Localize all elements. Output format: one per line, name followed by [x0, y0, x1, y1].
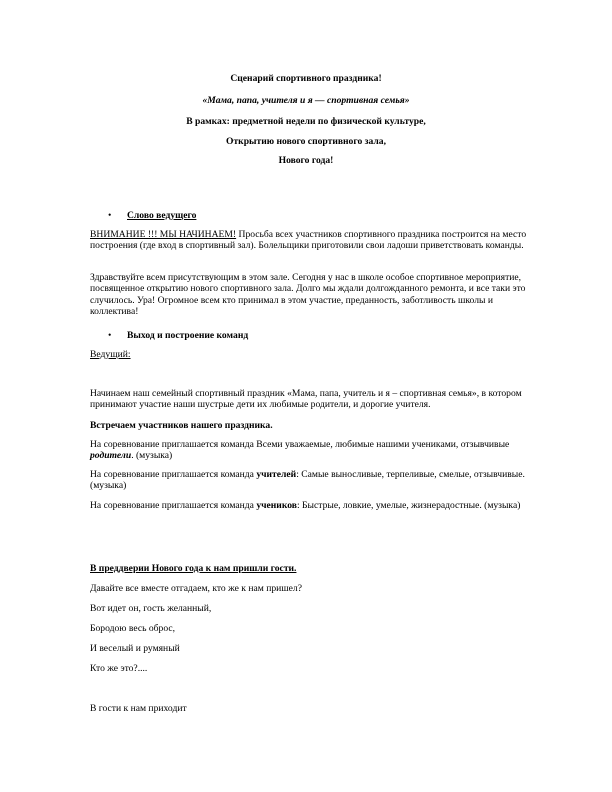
riddle-line-6: В гости к нам приходит — [90, 703, 187, 714]
team-teachers-desc: : Самые выносливые, терпеливые, смелые, отзывчивые. (музыка) — [90, 469, 525, 492]
team-teachers-text: На соревнование приглашается команда — [90, 469, 257, 480]
paragraph-attention — [90, 229, 530, 252]
team-students — [90, 500, 530, 511]
team-students-desc: : Быстрые, ловкие, умелые, жизнерадостные. (музыка) — [296, 500, 521, 511]
guests-heading: В преддверии Нового года к нам пришли гости. — [90, 563, 297, 574]
attention-rest: Просьба всех участников спортивного праздника построится на место построения (где вход в спортивный зал). Болельщики приготовили свои ладоши приветствовать команды. — [90, 229, 527, 252]
team-students-text: На соревнование приглашается команда — [90, 500, 257, 511]
riddle-line-2: Вот идет он, гость желанный, — [90, 603, 212, 614]
section-heading-teams: Выход и построение команд — [127, 330, 249, 341]
bullet-marker: • — [108, 330, 112, 341]
team-parents-name: родители — [90, 450, 132, 462]
riddle-line-3: Бородою весь оброс, — [90, 623, 176, 634]
title-line-week: В рамках: предметной недели по физической культуре, — [186, 116, 426, 127]
document-title: Сценарий спортивного праздника! — [230, 73, 382, 84]
title-line-new-year: Нового года! — [278, 155, 334, 166]
document-subtitle: «Мама, папа, учителя и я — спортивная семья» — [202, 95, 410, 106]
team-teachers — [90, 469, 530, 492]
team-parents-music: . (музыка) — [131, 450, 173, 462]
riddle-line-1: Давайте все вместе отгадаем, кто же к нам пришел? — [90, 583, 302, 594]
team-parents — [90, 439, 530, 462]
team-students-name: учеников — [256, 500, 297, 511]
attention-text: ВНИМАНИЕ !!! МЫ НАЧИНАЕМ! — [90, 229, 237, 240]
team-parents-text: На соревнование приглашается команда Всеми уважаемые, любимые нашими учениками, отзывчивые — [90, 439, 510, 450]
team-teachers-name: учителей — [256, 469, 297, 480]
title-line-gym: Открытию нового спортивного зала, — [226, 136, 386, 147]
paragraph-greeting: Здравствуйте всем присутствующим в этом зале. Сегодня у нас в школе особое спортивное мероприятие, посвященное открытию нового спортивного зала. Долго мы ждали долгожданного ремонта, и все таки это случилось. Ура! Огромное всем кто принимал в этом участие, преданность, заботливость школы и коллектива! — [90, 272, 526, 318]
bullet-marker: • — [108, 210, 112, 221]
paragraph-intro: Начинаем наш семейный спортивный праздник «Мама, папа, учитель и я – спортивная семья», в котором принимают участие наши шустрые дети их любимые родители, и дорогие учителя. — [90, 388, 522, 411]
meet-participants: Встречаем участников нашего праздника. — [90, 420, 273, 431]
riddle-line-5: Кто же это?.... — [90, 663, 148, 674]
section-heading-host-word: Слово ведущего — [127, 210, 197, 221]
host-label: Ведущий: — [90, 349, 131, 360]
riddle-line-4: И веселый и румяный — [90, 643, 180, 654]
